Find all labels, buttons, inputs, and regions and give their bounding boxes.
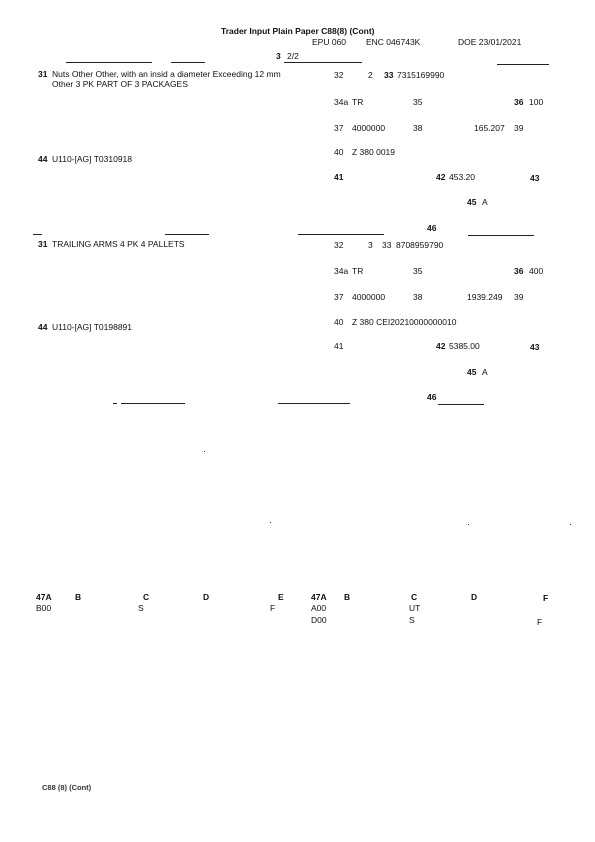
box47-left-col-b: B [75, 592, 82, 602]
method-of-payment: F [537, 617, 543, 627]
box45-label: 45 [467, 197, 477, 207]
header-rule [171, 62, 205, 63]
item-price: 453.20 [449, 172, 475, 182]
form-number: 3 [276, 51, 281, 61]
additional-info: U110-[AG] T0310918 [52, 154, 133, 164]
box44-label: 44 [38, 322, 48, 332]
tax-rate: UT [409, 603, 421, 613]
header-rule [66, 62, 152, 63]
epu-code: EPU 060 [312, 37, 347, 47]
box38-label: 38 [413, 123, 423, 133]
additional-info: U110-[AG] T0198891 [52, 322, 133, 332]
box46-label: 46 [427, 392, 437, 402]
previous-document: Z 380 0019 [352, 147, 396, 157]
item-number: 2 [368, 70, 373, 80]
item-description: Nuts Other Other, with an insid a diameter Exceeding 12 mm [52, 69, 281, 79]
country-of-origin: TR [352, 266, 364, 276]
box37-label: 37 [334, 292, 344, 302]
separator-rule [468, 235, 534, 236]
box32-label: 32 [334, 240, 344, 250]
separator-rule [298, 234, 384, 235]
procedure-code: 4000000 [352, 292, 386, 302]
method-of-payment: F [270, 603, 276, 613]
box47-right-col-d: D [471, 592, 478, 602]
box47-right-col-c: C [411, 592, 418, 602]
net-mass: 165.207 [474, 123, 505, 133]
box43-label: 43 [530, 342, 540, 352]
box43-label: 43 [530, 173, 540, 183]
item-number: 3 [368, 240, 373, 250]
box47-right-col-b: B [344, 592, 351, 602]
separator-rule [165, 234, 209, 235]
separator-rule [113, 403, 117, 404]
commodity-code: 7315169990 [397, 70, 445, 80]
box33-label: 33 [384, 70, 394, 80]
form-reference: C88 (8) (Cont) [42, 783, 92, 792]
box39-label: 39 [514, 123, 524, 133]
tax-type: D00 [311, 615, 327, 625]
tax-type: B00 [36, 603, 52, 613]
box33-label: 33 [382, 240, 392, 250]
separator-rule [33, 234, 42, 235]
enc-code: ENC 046743K [366, 37, 421, 47]
scan-speck [204, 451, 205, 452]
form-total: 2/2 [287, 51, 299, 61]
item-description: Other 3 PK PART OF 3 PACKAGES [52, 79, 188, 89]
box31-label: 31 [38, 69, 48, 79]
box35-label: 35 [413, 97, 423, 107]
scan-speck [270, 522, 271, 523]
tax-rate: S [138, 603, 144, 613]
procedure-code: 4000000 [352, 123, 386, 133]
box44-label: 44 [38, 154, 48, 164]
preference: 100 [529, 97, 544, 107]
box34a-label: 34a [334, 97, 349, 107]
preference: 400 [529, 266, 544, 276]
doe-date: DOE 23/01/2021 [458, 37, 522, 47]
box46-label: 46 [427, 223, 437, 233]
box31-label: 31 [38, 239, 48, 249]
box47-left-col-d: D [203, 592, 210, 602]
box40-label: 40 [334, 147, 344, 157]
header-rule [284, 62, 362, 63]
box32-label: 32 [334, 70, 344, 80]
box34a-label: 34a [334, 266, 349, 276]
document-title: Trader Input Plain Paper C88(8) (Cont) [221, 26, 375, 36]
box39-label: 39 [514, 292, 524, 302]
commodity-code: 8708959790 [396, 240, 444, 250]
box42-label: 42 [436, 172, 446, 182]
box37-label: 37 [334, 123, 344, 133]
box42-label: 42 [436, 341, 446, 351]
separator-rule [278, 403, 350, 404]
box47-left-label: 47A [36, 592, 52, 602]
item-description: TRAILING ARMS 4 PK 4 PALLETS [52, 239, 185, 249]
box47-right-col-f: F [543, 593, 549, 603]
header-rule [497, 64, 549, 65]
item-price: 5385.00 [449, 341, 480, 351]
box36-label: 36 [514, 266, 524, 276]
separator-rule [121, 403, 185, 404]
previous-document: Z 380 CEI20210000000010 [352, 317, 457, 327]
box45-label: 45 [467, 367, 477, 377]
adjustment: A [482, 197, 488, 207]
box38-label: 38 [413, 292, 423, 302]
adjustment: A [482, 367, 488, 377]
scan-speck [570, 524, 571, 525]
separator-rule [438, 404, 484, 405]
net-mass: 1939.249 [467, 292, 503, 302]
box36-label: 36 [514, 97, 524, 107]
box47-left-col-c: C [143, 592, 150, 602]
box41-label: 41 [334, 172, 344, 182]
tax-rate: S [409, 615, 415, 625]
box47-left-col-e: E [278, 592, 284, 602]
box47-right-label: 47A [311, 592, 327, 602]
box40-label: 40 [334, 317, 344, 327]
country-of-origin: TR [352, 97, 364, 107]
scan-speck [468, 524, 469, 525]
box35-label: 35 [413, 266, 423, 276]
box41-label: 41 [334, 341, 344, 351]
tax-type: A00 [311, 603, 327, 613]
